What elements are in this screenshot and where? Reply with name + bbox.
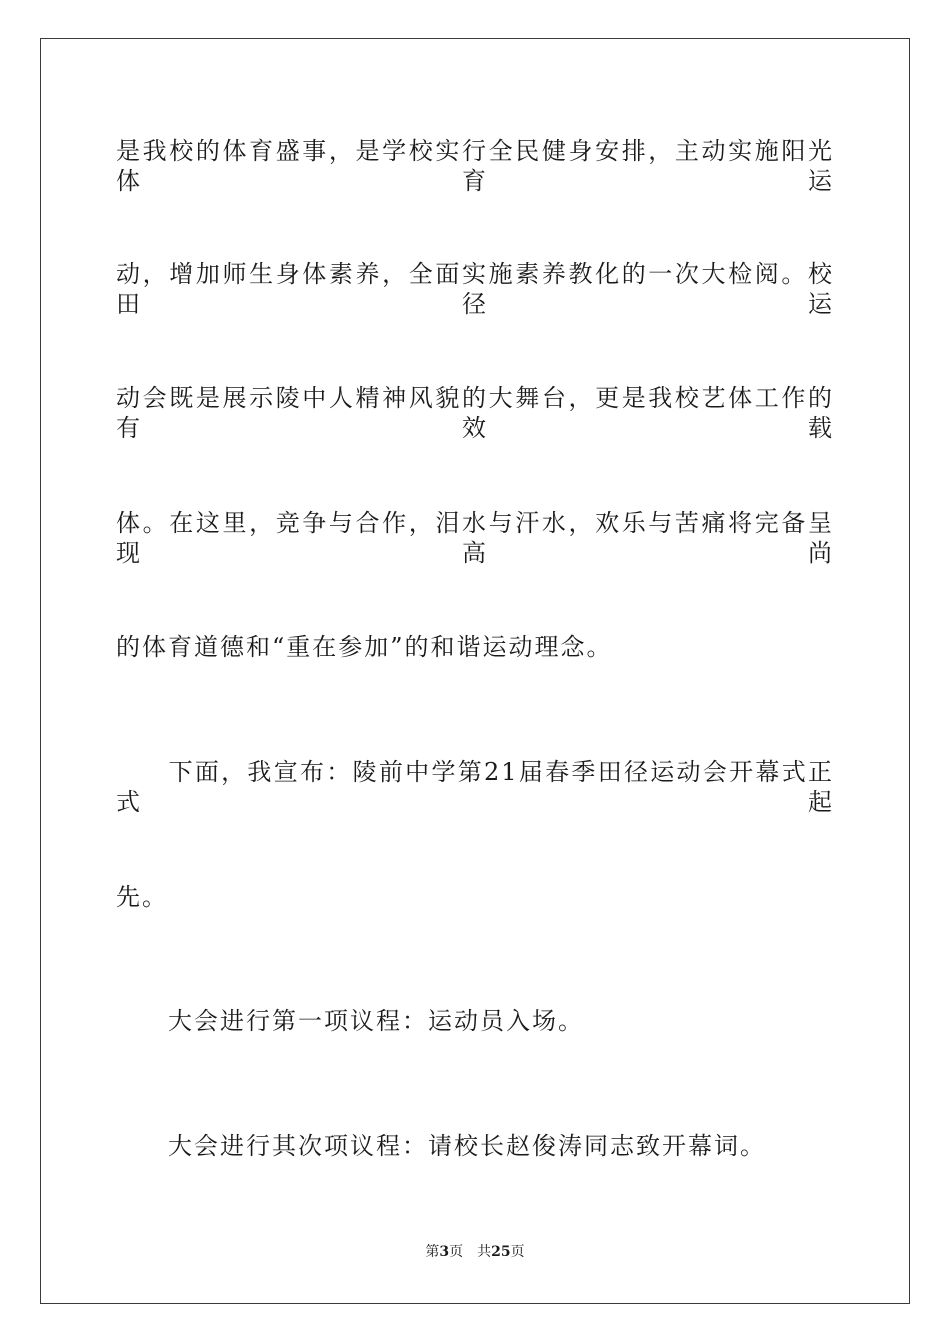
body-line-9: 大会进行其次项议程：请校长赵俊涛同志致开幕词。 [116,1132,766,1160]
footer-total-number: 25 [491,1244,511,1260]
footer-page-number: 3 [439,1244,450,1260]
footer-page-prefix: 第 [425,1244,440,1260]
footer-total-suffix: 页 [510,1244,525,1260]
body-line-1: 是我校的体育盛事，是学校实行全民健身安排，主动实施阳光体育运 [116,137,834,195]
footer-total-prefix: 共 [477,1244,492,1260]
document-page [40,38,910,1304]
page-footer [0,1243,950,1261]
body-line-6: 下面，我宣布：陵前中学第21届春季田径运动会开幕式正式起 [116,758,834,816]
body-line-7: 先。 [116,883,168,911]
footer-page-suffix: 页 [449,1244,464,1260]
body-line-5: 的体育道德和“重在参加”的和谐运动理念。 [116,633,613,661]
body-line-4: 体。在这里，竞争与合作，泪水与汗水，欢乐与苦痛将完备呈现高尚 [116,509,834,567]
body-line-8: 大会进行第一项议程：运动员入场。 [116,1007,584,1035]
body-line-2: 动，增加师生身体素养，全面实施素养教化的一次大检阅。校田径运 [116,260,834,318]
body-line-3: 动会既是展示陵中人精神风貌的大舞台，更是我校艺体工作的有效载 [116,384,834,442]
